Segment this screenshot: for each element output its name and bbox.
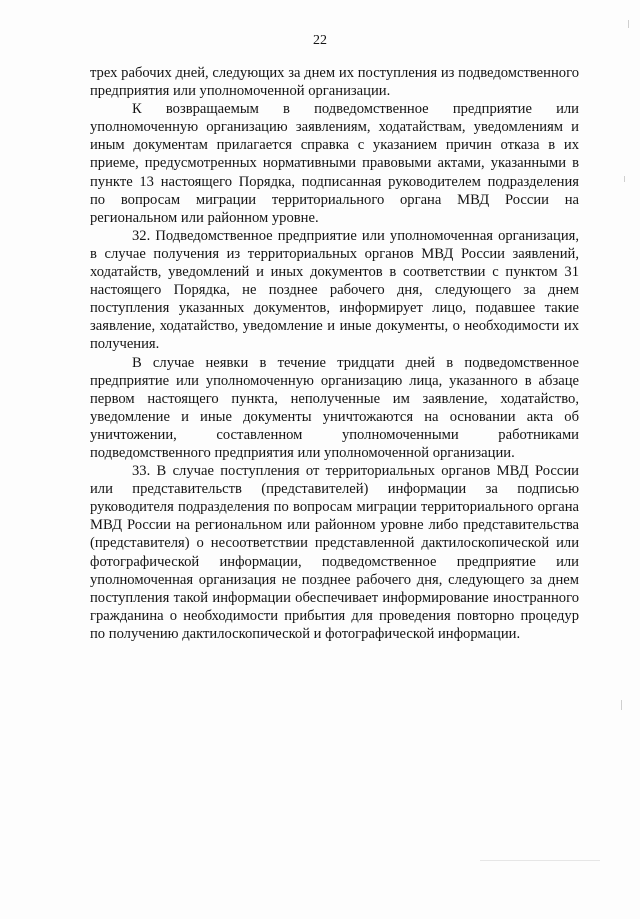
page-number: 22 [313,33,327,48]
paragraph-32: 32. Подведомственное предприятие или уполномоченная организация, в случае получения из территориальных органов МВД России заявлений, ходатайств, уведомлений и иных документов в соответствии с пунктом 31 настоящего Порядка, не позднее рабочего дня, следующего за днем поступления указанных документов, информирует лицо, подавшее такие заявление, ходатайство, уведомление и иные документы, о необходимости их получения. [90,227,579,353]
scan-artifact [624,176,625,182]
paragraph-continuation: трех рабочих дней, следующих за днем их поступления из подведомственного предприятия или уполномоченной организации. [90,65,579,100]
scan-artifact [621,700,622,710]
paragraph-returned-documents: К возвращаемым в подведомственное предприятие или уполномоченную организацию заявлениям, ходатайствам, уведомлениям и иным документам прилагается справка с указанием причин отказа в их приеме, предусмотренных нормативными правовыми актами, указанными в пункте 13 настоящего Порядка, подписанная руководителем подразделения по вопросам миграции территориального органа МВД России на региональном или районном уровне. [90,101,579,226]
paragraph-32-no-show: В случае неявки в течение тридцати дней в подведомственное предприятие или уполномоченную организацию лица, указанного в абзаце первом настоящего пункта, неполученные им заявление, ходатайство, уведомление и иные документы уничтожаются на основании акта об уничтожении, составленном уполномоченными работниками подведомственного предприятия или уполномоченной организации. [90,354,579,461]
document-body [90,64,579,643]
paragraph-33: 33. В случае поступления от территориальных органов МВД России или представительств (представителей) информации за подписью руководителя подразделения по вопросам миграции территориального органа МВД России на региональном или районном уровне либо представительства (представителя) о несоответствии представленной дактилоскопической или фотографической информации, подведомственное предприятие или уполномоченная организация не позднее рабочего дня, следующего за днем поступления такой информации обеспечивает информирование иностранного гражданина о необходимости прибытия для проведения повторно процедур по получению дактилоскопической и фотографической информации. [90,463,579,642]
scan-artifact [628,20,629,28]
scan-artifact [480,860,600,861]
